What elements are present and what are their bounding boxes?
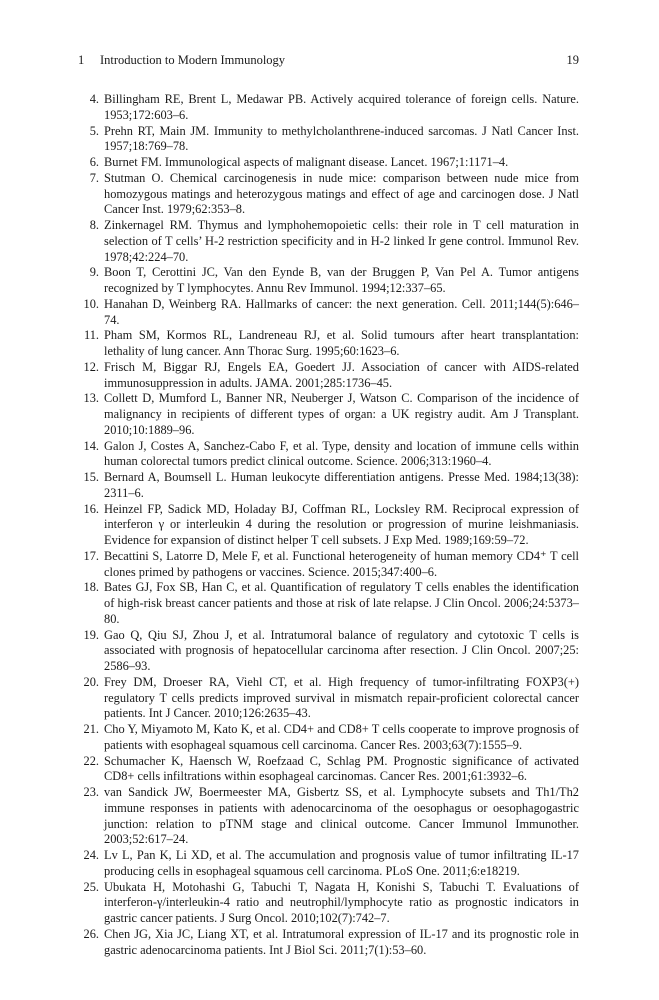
reference-item — [80, 785, 579, 848]
reference-item — [80, 502, 579, 549]
reference-item — [80, 848, 579, 880]
reference-text: Prehn RT, Main JM. Immunity to methylcholanthrene-induced sarcomas. J Natl Cancer Inst. 1957;18:769–78. — [104, 123, 579, 154]
reference-item — [80, 360, 579, 392]
reference-number: 10. — [83, 296, 99, 311]
reference-item — [80, 722, 579, 754]
reference-number: 5. — [89, 123, 99, 138]
reference-text: Heinzel FP, Sadick MD, Holaday BJ, Coffman RL, Locksley RM. Reciprocal expression of interferon γ or interleukin 4 during the resolution or progression of murine leishmaniasis. Evidence for expansion of distinct helper T cell subsets. J Exp Med. 1989;169:59–72. — [104, 501, 579, 547]
reference-text: Hanahan D, Weinberg RA. Hallmarks of cancer: the next generation. Cell. 2011;144(5):646–74. — [104, 296, 579, 327]
reference-text: Ubukata H, Motohashi G, Tabuchi T, Nagata H, Konishi S, Tabuchi T. Evaluations of interferon-γ/interleukin-4 ratio and neutrophil/lymphocyte ratio as prognostic indicators in gastric cancer patients. J Surg Oncol. 2010;102(7):742–7. — [104, 879, 579, 925]
reference-item — [80, 880, 579, 927]
reference-number: 20. — [83, 674, 99, 689]
reference-number: 22. — [83, 753, 99, 768]
reference-item — [80, 265, 579, 297]
reference-number: 9. — [89, 265, 99, 280]
reference-number: 25. — [83, 879, 99, 894]
reference-text: Lv L, Pan K, Li XD, et al. The accumulation and prognosis value of tumor infiltrating IL-17 producing cells in esophageal squamous cell carcinoma. PLoS One. 2011;6:e18219. — [104, 848, 579, 878]
reference-item — [80, 754, 579, 786]
reference-item — [80, 675, 579, 722]
reference-text: Frey DM, Droeser RA, Viehl CT, et al. High frequency of tumor-infiltrating FOXP3(+) regulatory T cells predicts improved survival in mismatch repair-proficient colorectal cancer patients. Int J Cancer. 2010;126:2635–43. — [104, 674, 579, 721]
reference-number: 13. — [83, 391, 99, 406]
reference-number: 26. — [83, 926, 99, 941]
reference-number: 8. — [89, 218, 99, 232]
running-head — [78, 52, 579, 68]
reference-item — [80, 580, 579, 627]
reference-number: 4. — [89, 92, 99, 106]
reference-text: Galon J, Costes A, Sanchez-Cabo F, et al. Type, density and location of immune cells within human colorectal tumors predict clinical outcome. Science. 2006;313:1960–4. — [104, 438, 579, 469]
reference-text: Pham SM, Kormos RL, Landreneau RJ, et al. Solid tumours after heart transplantation: lethality of lung cancer. Ann Thorac Surg. 1995;60:1623–6. — [104, 328, 579, 358]
reference-item — [80, 328, 579, 360]
reference-text: Bates GJ, Fox SB, Han C, et al. Quantification of regulatory T cells enables the identification of high-risk breast cancer patients and those at risk of late relapse. J Clin Oncol. 2006;24:5373–80. — [104, 580, 579, 626]
reference-number: 16. — [83, 501, 99, 516]
chapter-title: Introduction to Modern Immunology — [100, 53, 286, 67]
reference-text: Zinkernagel RM. Thymus and lymphohemopoietic cells: their role in T cell maturation in selection of T cells’ H-2 restriction specificity and in H-2 linked Ir gene control. Immunol Rev. 1978;42:224–70. — [104, 218, 579, 264]
reference-text: van Sandick JW, Boermeester MA, Gisbertz SS, et al. Lymphocyte subsets and Th1/Th2 immune responses in patients with adenocarcinoma of the oesophagus or oesophagogastric junction: relation to pTNM stage and clinical outcome. Cancer Immunol Immunother. 2003;52:617–24. — [104, 785, 579, 847]
reference-item — [80, 549, 579, 581]
reference-number: 12. — [83, 359, 99, 374]
reference-text: Chen JG, Xia JC, Liang XT, et al. Intratumoral expression of IL-17 and its prognostic role in gastric adenocarcinoma patients. Int J Biol Sci. 2011;7(1):53–60. — [104, 926, 579, 957]
reference-number: 15. — [83, 470, 99, 484]
reference-number: 24. — [83, 848, 99, 862]
reference-item — [80, 92, 579, 124]
reference-item — [80, 391, 579, 438]
reference-number: 19. — [83, 627, 99, 642]
reference-text: Bernard A, Boumsell L. Human leukocyte differentiation antigens. Presse Med. 1984;13(38): 2311–6. — [104, 470, 579, 500]
reference-text: Cho Y, Miyamoto M, Kato K, et al. CD4+ and CD8+ T cells cooperate to improve prognosis of patients with esophageal squamous cell carcinoma. Cancer Res. 2003;63(7):1555–9. — [104, 722, 579, 752]
reference-number: 18. — [83, 580, 99, 595]
reference-text: Burnet FM. Immunological aspects of malignant disease. Lancet. 1967;1:1171–4. — [104, 155, 509, 169]
reference-text: Gao Q, Qiu SJ, Zhou J, et al. Intratumoral balance of regulatory and cytotoxic T cells is associated with prognosis of hepatocellular carcinoma after resection. J Clin Oncol. 2007;25: 2586–93. — [104, 627, 579, 673]
reference-text: Billingham RE, Brent L, Medawar PB. Actively acquired tolerance of foreign cells. Nature. 1953;172:603–6. — [104, 92, 579, 122]
reference-item — [80, 628, 579, 675]
reference-number: 23. — [83, 785, 99, 799]
reference-item — [80, 171, 579, 218]
chapter-number: 1 — [78, 53, 85, 67]
reference-item — [80, 470, 579, 502]
reference-text: Frisch M, Biggar RJ, Engels EA, Goedert JJ. Association of cancer with AIDS-related immunosuppression in adults. JAMA. 2001;285:1736–45. — [104, 359, 579, 390]
reference-item — [80, 218, 579, 265]
reference-item — [80, 124, 579, 156]
reference-number: 6. — [89, 155, 99, 169]
reference-item — [80, 927, 579, 959]
reference-text: Boon T, Cerottini JC, Van den Eynde B, van der Bruggen P, Van Pel A. Tumor antigens recognized by T lymphocytes. Annu Rev Immunol. 1994;12:337–65. — [104, 265, 579, 295]
reference-number: 14. — [83, 438, 99, 453]
reference-number: 7. — [89, 170, 99, 185]
reference-text: Stutman O. Chemical carcinogenesis in nude mice: comparison between nude mice from homozygous matings and heterozygous matings and effect of age and carcinogen dose. J Natl Cancer Inst. 1979;62:353–8. — [104, 170, 579, 217]
reference-list — [80, 92, 579, 958]
reference-number: 17. — [83, 548, 99, 563]
reference-text: Collett D, Mumford L, Banner NR, Neuberger J, Watson C. Comparison of the incidence of malignancy in recipients of different types of organ: a UK registry audit. Am J Transplant. 2010;10:1889–96. — [104, 391, 579, 437]
reference-item — [80, 297, 579, 329]
reference-text: Schumacher K, Haensch W, Roefzaad C, Schlag PM. Prognostic significance of activated CD8+ cells infiltrations within esophageal carcinomas. Cancer Res. 2001;61:3932–6. — [104, 753, 579, 784]
reference-text: Becattini S, Latorre D, Mele F, et al. Functional heterogeneity of human memory CD4⁺ T cell clones primed by pathogens or vaccines. Science. 2015;347:400–6. — [104, 548, 579, 579]
reference-number: 21. — [83, 722, 99, 736]
reference-item — [80, 439, 579, 471]
reference-item — [80, 155, 579, 171]
reference-number: 11. — [83, 328, 99, 343]
page-number: 19 — [566, 53, 579, 67]
